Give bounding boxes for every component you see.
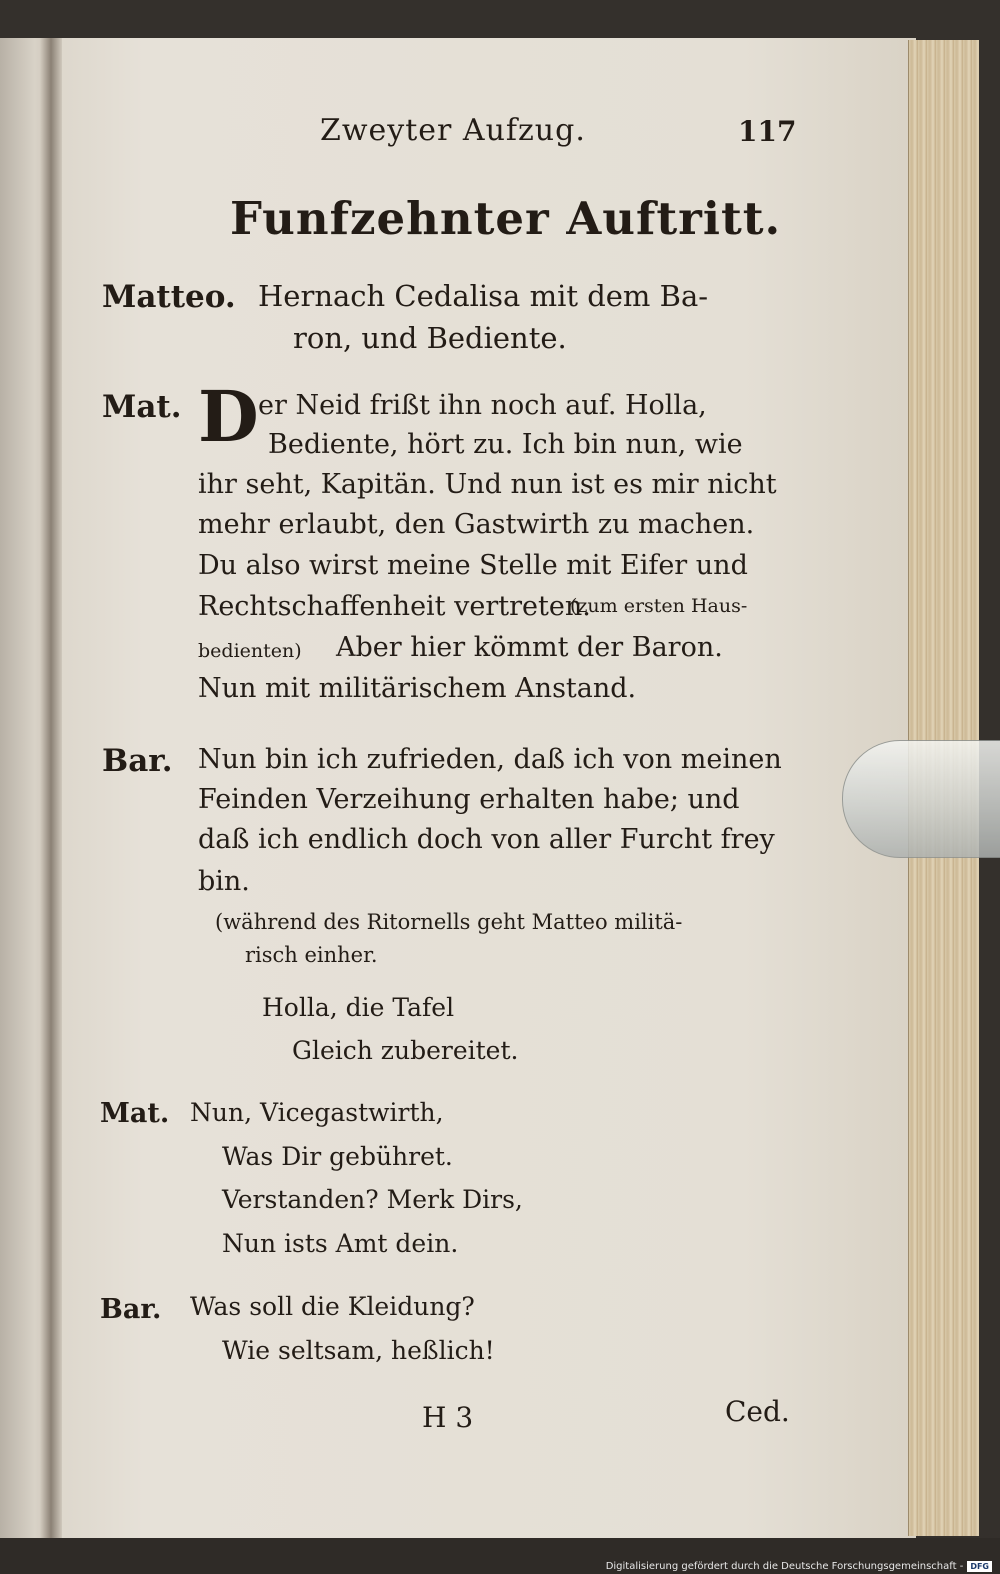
stage-direction: (während des Ritornells geht Matteo militä-	[215, 910, 683, 934]
cast-line: Hernach Cedalisa mit dem Ba-	[258, 279, 709, 313]
speaker-label: Bar.	[102, 743, 173, 779]
text-line: Bediente, hört zu. Ich bin nun, wie	[268, 429, 743, 460]
stage-note: (zum ersten Haus-	[570, 595, 748, 617]
signature-mark: H 3	[422, 1401, 474, 1434]
page-number: 117	[738, 115, 797, 148]
text-line: mehr erlaubt, den Gastwirth zu machen.	[198, 509, 755, 540]
verse-line: Gleich zubereitet.	[292, 1036, 519, 1065]
text-line: Nun mit militärischem Anstand.	[198, 673, 637, 704]
catchword: Ced.	[725, 1395, 790, 1428]
verse-line: Wie seltsam, heßlich!	[222, 1336, 495, 1365]
text-line: daß ich endlich doch von aller Furcht frey	[198, 824, 775, 855]
text-line: Aber hier kömmt der Baron.	[336, 632, 723, 663]
viewer-bottom-bar	[0, 1538, 1000, 1574]
text-line: Nun bin ich zufrieden, daß ich von meinen	[198, 744, 782, 775]
verse-line: Was soll die Kleidung?	[190, 1292, 475, 1321]
digitization-credit	[606, 1561, 992, 1572]
drop-cap: D	[198, 375, 259, 458]
dfg-logo: DFG	[967, 1561, 992, 1572]
text-line: ihr seht, Kapitän. Und nun ist es mir nicht	[198, 469, 777, 500]
credit-text: Digitalisierung gefördert durch die Deutsche Forschungsgemeinschaft -	[605, 1561, 964, 1572]
text-line: Feinden Verzeihung erhalten habe; und	[198, 784, 740, 815]
book-gutter	[40, 38, 62, 1538]
page-clip	[842, 740, 1000, 858]
text-line: bin.	[198, 866, 250, 897]
verse-line: Nun ists Amt dein.	[222, 1229, 459, 1258]
verse-line: Was Dir gebühret.	[222, 1142, 453, 1171]
verse-line: Holla, die Tafel	[262, 993, 455, 1022]
stage-note: bedienten)	[198, 640, 302, 662]
verse-line: Verstanden? Merk Dirs,	[222, 1185, 523, 1214]
text-line: er Neid frißt ihn noch auf. Holla,	[258, 390, 707, 421]
running-title: Zweyter Aufzug.	[320, 113, 586, 148]
speaker-label: Mat.	[102, 389, 182, 425]
speaker-label: Mat.	[100, 1098, 170, 1129]
speaker-label: Bar.	[100, 1294, 162, 1325]
text-line: Du also wirst meine Stelle mit Eifer und	[198, 550, 748, 581]
text-line: Rechtschaffenheit vertreten.	[198, 591, 591, 622]
cast-speaker: Matteo.	[102, 279, 236, 315]
stage-direction: risch einher.	[245, 943, 378, 967]
verse-line: Nun, Vicegastwirth,	[190, 1098, 444, 1127]
scene-title: Funfzehnter Auftritt.	[230, 192, 782, 245]
cast-line: ron, und Bediente.	[293, 321, 567, 355]
